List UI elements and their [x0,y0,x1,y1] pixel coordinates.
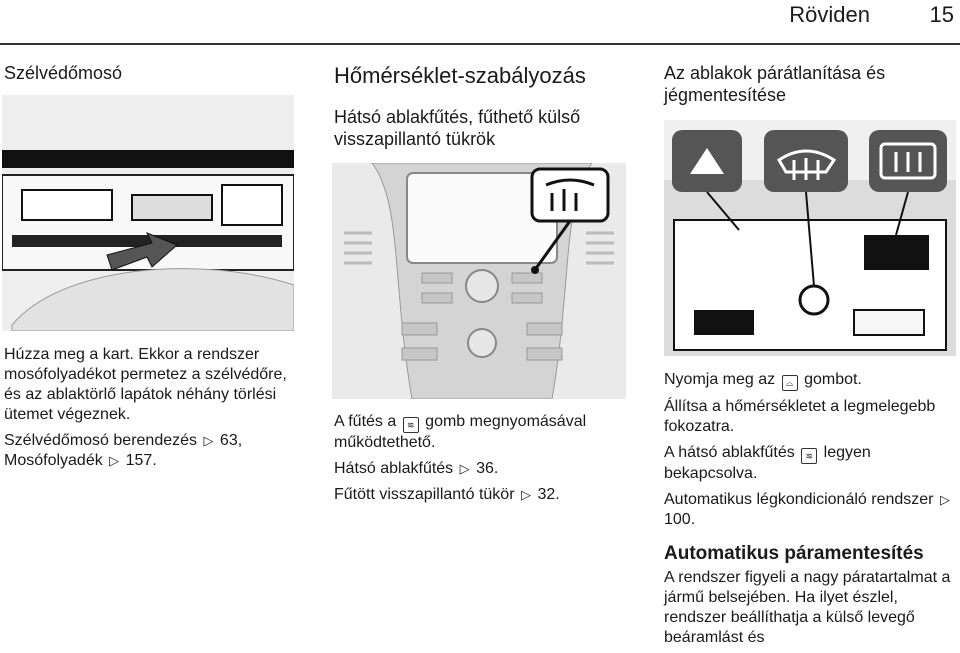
col3-set-temp: Állítsa a hőmérsékletet a legmelegebb fokozatra. [664,398,936,435]
col3-p3-post: legyen bekapcsolva. [664,444,871,482]
ref-heated-mirror: Fűtött visszapillantó tükör [334,486,515,503]
wiper-lever-illustration [2,95,294,331]
ref-washer-system: Szélvédőmosó berendezés [4,432,198,449]
ref-arrow-icon: ▷ [939,492,950,507]
col1-paragraph: Húzza meg a kart. Ekkor a rendszer mosófolyadékot permetez a szélvédőre, és az ablaktörlő lapátok néhány törlési ütemet végeznek. [4,346,287,423]
running-header-title: Röviden [789,2,870,27]
section-heading-defog: Az ablakok párátlanítása és jégmentesítése [664,63,886,105]
ref-arrow-icon: ▷ [520,487,531,502]
front-defrost-icon: ⌓ [782,375,798,391]
subheading-rear-heating: Hátsó ablakfűtés, fűthető külső visszapillantó tükrök [334,107,581,149]
col3-press-button [664,370,956,391]
console-illustration [332,163,626,399]
ref-mirror-page: 32. [537,486,560,503]
col3-p1-pre: Nyomja meg az [664,371,776,388]
ref-ac-page: 100. [664,511,696,528]
col3-body [664,370,956,536]
ref-washer-fluid: Mosófolyadék [4,452,103,469]
col2-body [334,412,634,511]
col3-p1-post: gombot. [804,371,862,388]
figure-wiper-lever [2,95,294,331]
ref-rear-page: 36. [476,460,499,477]
ref-washer-page: 63, [219,432,243,449]
header-rule [0,43,960,45]
col3-rear-heating-on [664,443,956,484]
ref-auto-ac: Automatikus légkondicionáló rendszer [664,491,934,508]
rear-defrost-icon: ≋ [403,417,419,433]
col3-ac-ref [664,490,956,530]
figure-defog-buttons [664,120,956,356]
section-heading-washer: Szélvédőmosó [4,63,123,83]
ref-fluid-page: 157. [125,452,157,469]
col1-body [4,345,294,477]
ref-rear-heating: Hátsó ablakfűtés [334,460,454,477]
col2-ref-mirror [334,485,634,505]
ref-arrow-icon: ▷ [459,461,470,476]
col2-line1-post: gomb megnyomásával működtethető. [334,413,587,451]
section-heading-auto-defog: Automatikus páramentesítés [664,543,924,564]
defog-buttons-illustration [664,120,956,356]
col2-ref-rear [334,459,634,479]
col1-references [4,431,294,471]
rear-defrost-icon: ≋ [801,448,817,464]
ref-arrow-icon: ▷ [203,433,214,448]
section-heading-climate: Hőmérséklet-szabályozás [334,63,586,88]
col2-line1-pre: A fűtés a [334,413,397,430]
col3-p3-pre: A hátsó ablakfűtés [664,444,795,461]
page-number: 15 [929,2,954,27]
figure-console [332,163,626,399]
col3-auto-defog-text: A rendszer figyeli a nagy páratartalmat a jármű belsejében. Ha ilyet észlel, rendszer beállíthatja a külső levegő beáramlást és [664,569,951,646]
col2-line-heating [334,412,634,453]
ref-arrow-icon: ▷ [109,453,120,468]
